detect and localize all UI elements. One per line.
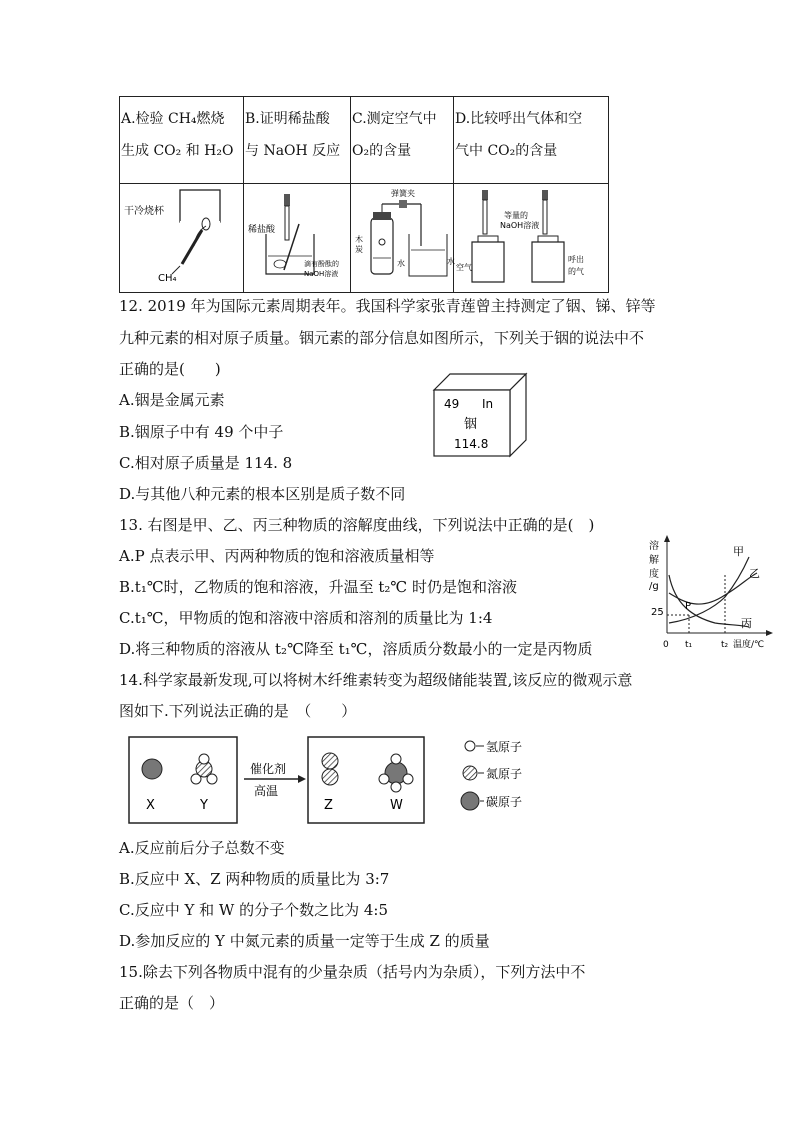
d-line2: 气中 CO₂的含量: [455, 143, 558, 159]
curve-bing: [669, 575, 749, 627]
oxygen-measurement-illustration: [351, 184, 453, 288]
q13-option-a: A.P 点表示甲、丙两种物质的饱和溶液质量相等: [119, 547, 435, 565]
a-img-label1: 干冷烧杯: [124, 206, 164, 217]
molecule-z: Z: [324, 798, 333, 813]
graph-curve-jia: 甲: [733, 545, 744, 558]
b-img-label3: NaOH溶液: [304, 270, 339, 278]
graph-y-tick: 25: [651, 607, 664, 618]
q13-line1: 13. 右图是甲、乙、丙三种物质的溶解度曲线，下列说法中正确的是( ): [119, 516, 595, 534]
element-number: 49: [444, 397, 460, 411]
cell-c-text: [351, 97, 454, 184]
curve-jia: [669, 557, 749, 623]
methane-combustion-illustration: [120, 184, 243, 288]
q14-line2: 图如下.下列说法正确的是 （ ）: [119, 702, 357, 720]
cell-a-image: [120, 184, 244, 293]
cell-c-image: [351, 184, 454, 293]
q15-line1: 15.除去下列各物质中混有的少量杂质（括号内为杂质），下列方法中不: [119, 963, 586, 981]
cell-d-image: [454, 184, 609, 293]
q14-line1: 14.科学家最新发现,可以将树木纤维素转变为超级储能装置,该反应的微观示意: [119, 671, 633, 689]
element-symbol: In: [482, 397, 494, 411]
d-img-label1: 等量的: [504, 211, 528, 220]
co2-comparison-illustration: [454, 184, 608, 288]
q12-option-a: A.铟是金属元素: [119, 391, 225, 409]
cell-a-text: [120, 97, 244, 184]
experiment-table: [119, 96, 609, 293]
d-img-label4: 呼出: [568, 255, 584, 264]
d-img-label2: NaOH溶液: [500, 221, 540, 230]
c-img-label4: 水: [397, 259, 405, 268]
q12-option-d: D.与其他八种元素的根本区别是质子数不同: [119, 485, 406, 503]
c-line2: O₂的含量: [352, 143, 412, 159]
b-line1: B.证明稀盐酸: [245, 111, 330, 127]
element-name: 铟: [464, 417, 478, 432]
d-img-label3: 空气: [456, 263, 472, 272]
graph-ylabel3: 度: [649, 569, 659, 580]
solubility-graph: [645, 535, 775, 655]
cell-b-text: [244, 97, 351, 184]
b-line2: 与 NaOH 反应: [245, 143, 341, 159]
molecule-y: Y: [200, 798, 208, 813]
curve-yi: [669, 573, 757, 604]
c-line1: C.测定空气中: [352, 111, 437, 127]
reaction-diagram: [128, 735, 568, 827]
element-mass: 114.8: [454, 437, 489, 451]
graph-xlabel: 温度/℃: [733, 640, 765, 650]
graph-origin: 0: [663, 640, 669, 650]
graph-x-tick1: t₁: [685, 640, 693, 650]
molecule-w: W: [390, 798, 403, 813]
element-card: [430, 370, 530, 460]
b-img-label1: 稀盐酸: [248, 225, 276, 235]
graph-ylabel4: /g: [649, 581, 659, 592]
q12-option-c: C.相对原子质量是 114. 8: [119, 454, 293, 472]
q12-option-b: B.铟原子中有 49 个中子: [119, 423, 284, 441]
reaction-condition1: 催化剂: [250, 762, 287, 776]
q13-option-b: B.t₁℃时，乙物质的饱和溶液，升温至 t₂℃ 时仍是饱和溶液: [119, 578, 517, 596]
a-img-label2: CH₄: [158, 273, 177, 284]
graph-curve-yi: 乙: [749, 567, 760, 580]
c-img-label3: 炭: [355, 245, 363, 254]
graph-point-p: P: [685, 601, 692, 612]
legend-hydrogen: 氢原子: [486, 740, 523, 754]
graph-ylabel1: 溶: [649, 541, 659, 552]
c-img-label1: 弹簧夹: [391, 189, 415, 198]
hcl-naoh-illustration: [244, 184, 350, 288]
d-line1: D.比较呼出气体和空: [455, 111, 583, 127]
graph-x-tick2: t₂: [721, 640, 729, 650]
graph-curve-bing: 丙: [741, 617, 752, 630]
q14-option-a: A.反应前后分子总数不变: [119, 839, 285, 857]
q12-line2: 九种元素的相对原子质量。铟元素的部分信息如图所示，下列关于铟的说法中不: [119, 329, 645, 347]
b-img-label2: 滴有酚酞的: [304, 260, 339, 268]
q12-line1: 12. 2019 年为国际元素周期表年。我国科学家张青莲曾主持测定了铟、锑、锌等: [119, 297, 656, 315]
d-img-label5: 的气: [568, 267, 584, 276]
q14-option-b: B.反应中 X、Z 两种物质的质量比为 3:7: [119, 870, 390, 888]
legend-carbon: 碳原子: [486, 795, 523, 809]
c-img-label5: 水: [447, 257, 455, 266]
cell-b-image: [244, 184, 351, 293]
graph-ylabel2: 解: [649, 555, 659, 566]
molecule-x: X: [146, 798, 155, 813]
reaction-condition2: 高温: [254, 784, 279, 798]
q13-option-d: D.将三种物质的溶液从 t₂℃降至 t₁℃，溶质质分数最小的一定是丙物质: [119, 640, 593, 658]
a-line1: A.检验 CH₄燃烧: [121, 111, 225, 127]
q13-option-c: C.t₁℃，甲物质的饱和溶液中溶质和溶剂的质量比为 1:4: [119, 609, 493, 627]
q14-option-d: D.参加反应的 Y 中氮元素的质量一定等于生成 Z 的质量: [119, 932, 490, 950]
legend-nitrogen: 氮原子: [486, 767, 523, 781]
q14-option-c: C.反应中 Y 和 W 的分子个数之比为 4:5: [119, 901, 389, 919]
a-line2: 生成 CO₂ 和 H₂O: [121, 143, 234, 159]
cell-d-text: [454, 97, 609, 184]
c-img-label2: 木: [355, 235, 363, 244]
q12-line3: 正确的是( ): [119, 360, 221, 378]
q15-line2: 正确的是（ ）: [119, 994, 225, 1012]
